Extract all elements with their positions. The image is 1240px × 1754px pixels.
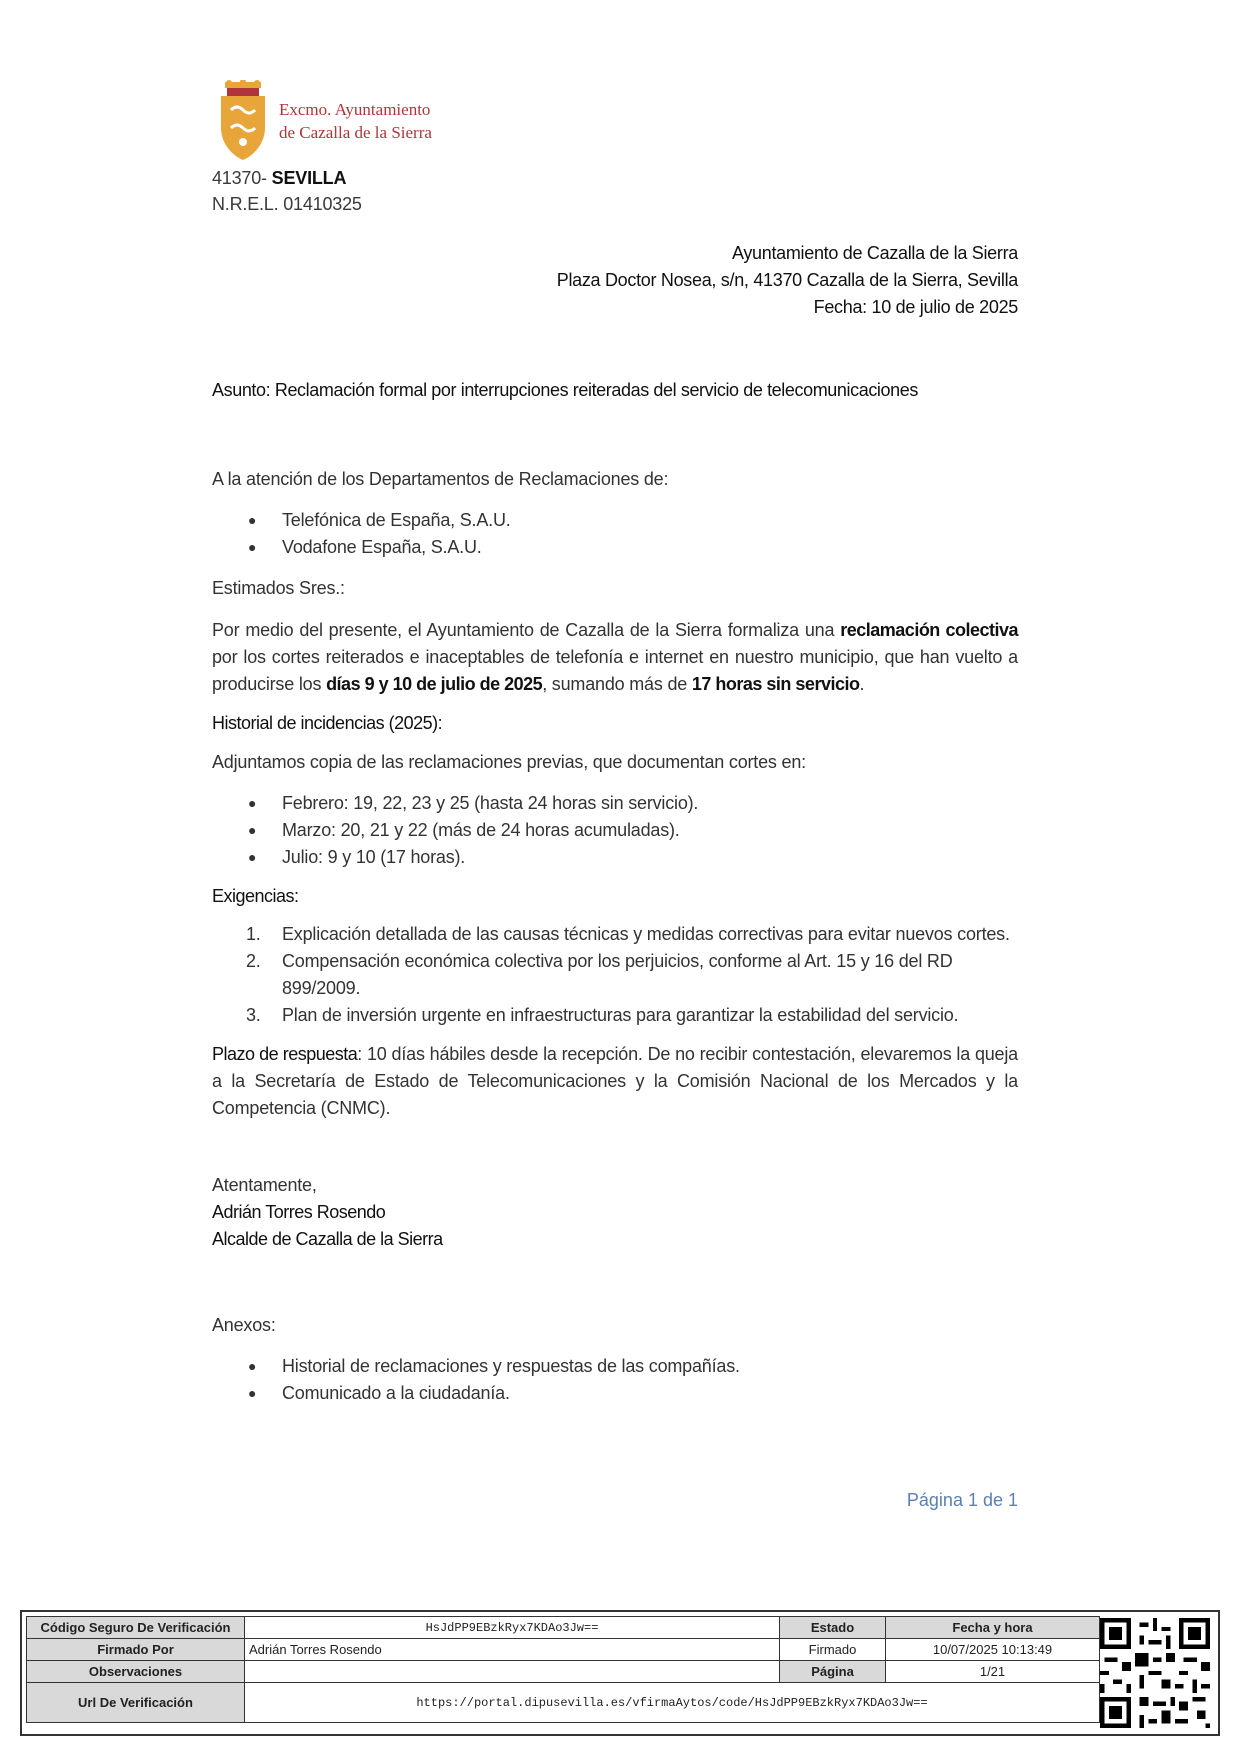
logo-line-2: de Cazalla de la Sierra (279, 123, 432, 142)
deadline-paragraph (212, 1041, 1018, 1122)
list-item (212, 844, 1018, 871)
company-name: Telefónica de España, S.A.U. (282, 510, 511, 530)
observations-value (245, 1661, 780, 1683)
recipient-line-2: Plaza Doctor Nosea, s/n, 41370 Cazalla de la Sierra, Sevilla (556, 270, 1018, 290)
bullet-icon: ● (248, 512, 257, 528)
recipient-block (557, 240, 1018, 321)
history-heading: Historial de incidencias (2025): (212, 713, 443, 733)
signatory-role: Alcalde de Cazalla de la Sierra (212, 1229, 443, 1249)
table-row (27, 1617, 1100, 1639)
annex-item: Historial de reclamaciones y respuestas de las compañías. (282, 1356, 740, 1376)
signed-label: Firmado Por (27, 1639, 245, 1661)
annexes-heading: Anexos: (212, 1315, 276, 1335)
bullet-icon: ● (248, 1385, 257, 1401)
page-number: Página 1 de 1 (906, 1490, 1018, 1510)
bullet-icon: ● (248, 795, 257, 811)
list-item (212, 817, 1018, 844)
history-text: Adjuntamos copia de las reclamaciones previas, que documentan cortes en: (212, 752, 806, 772)
bullet-icon: ● (248, 849, 257, 865)
intro-text: , sumando más de (542, 674, 692, 694)
intro-emphasis: 17 horas sin servicio (691, 674, 860, 694)
state-label: Estado (780, 1617, 886, 1639)
postal-code: 41370- (212, 168, 272, 188)
code-label: Código Seguro De Verificación (27, 1617, 245, 1639)
municipal-logo (215, 80, 455, 162)
annexes-block (212, 1312, 1018, 1407)
url-value[interactable]: https://portal.dipusevilla.es/vfirmaAytos/code/HsJdPP9EBzkRyx7KDAo3Jw== (245, 1683, 1100, 1723)
sender-block (212, 165, 362, 217)
datetime-value: 10/07/2025 10:13:49 (886, 1639, 1100, 1661)
companies-list (212, 507, 1018, 561)
company-name: Vodafone España, S.A.U. (282, 537, 482, 557)
demand-item: Compensación económica colectiva por los perjuicios, conforme al Art. 15 y 16 del RD 899/2009. (282, 951, 953, 998)
salutation: Atentamente, (212, 1175, 317, 1195)
table-row (27, 1639, 1100, 1661)
qr-code-icon (1100, 1618, 1210, 1728)
code-value: HsJdPP9EBzkRyx7KDAo3Jw== (245, 1617, 780, 1639)
history-list (212, 790, 1018, 871)
list-item (212, 948, 1018, 1002)
verification-table (26, 1616, 1100, 1723)
letter-body (212, 466, 1018, 1122)
intro-emphasis: días 9 y 10 de julio de 2025 (326, 674, 543, 694)
history-item: Julio: 9 y 10 (17 horas). (282, 847, 466, 867)
demand-item: Plan de inversión urgente en infraestructuras para garantizar la estabilidad del servicio. (282, 1005, 959, 1025)
sender-line-2: N.R.E.L. 01410325 (212, 194, 362, 214)
annex-item: Comunicado a la ciudadanía. (282, 1383, 510, 1403)
list-item (212, 1380, 1018, 1407)
list-item (212, 1353, 1018, 1380)
table-row (27, 1661, 1100, 1683)
intro-text: . (859, 674, 865, 694)
subject-line: Asunto: Reclamación formal por interrupciones reiteradas del servicio de telecomunicaciones (212, 380, 918, 400)
page-label: Página (780, 1661, 886, 1683)
intro-text: por los cortes reiterados e inaceptables de telefonía e internet en nuestro municipio, que han vuelto a producirse los (212, 647, 1018, 694)
list-item (212, 534, 1018, 561)
province: SEVILLA (271, 168, 347, 188)
list-item (212, 790, 1018, 817)
bullet-icon: ● (248, 539, 257, 555)
history-item: Marzo: 20, 21 y 22 (más de 24 horas acumuladas). (282, 820, 680, 840)
signed-value: Adrián Torres Rosendo (245, 1639, 780, 1661)
logo-line-1: Excmo. Ayuntamiento (279, 100, 431, 119)
recipient-date: Fecha: 10 de julio de 2025 (813, 297, 1018, 317)
history-item: Febrero: 19, 22, 23 y 25 (hasta 24 horas sin servicio). (282, 793, 699, 813)
deadline-text: : 10 días hábiles desde la recepción. De no recibir contestación, elevaremos la queja a la Secretaría de Estado de Telecomunicaciones y la Comisión Nacional de los Mercados y la Competencia (CNMC). (212, 1044, 1018, 1118)
deadline-label: Plazo de respuesta (212, 1044, 358, 1064)
intro-paragraph (212, 617, 1018, 698)
annexes-list (212, 1353, 1018, 1407)
intro-emphasis: reclamación colectiva (840, 620, 1018, 640)
bullet-icon: ● (248, 1358, 257, 1374)
demand-item: Explicación detallada de las causas técnicas y medidas correctivas para evitar nuevos cortes. (282, 924, 1010, 944)
demands-list (212, 921, 1018, 1029)
bullet-icon: ● (248, 822, 257, 838)
list-number: 2. (246, 951, 261, 971)
list-item (212, 1002, 1018, 1029)
greeting: Estimados Sres.: (212, 578, 345, 598)
intro-text: Por medio del presente, el Ayuntamiento de Cazalla de la Sierra formaliza una (212, 620, 841, 640)
logo-text (279, 98, 432, 144)
sender-line-1 (212, 165, 362, 191)
state-value: Firmado (780, 1639, 886, 1661)
signatory-name: Adrián Torres Rosendo (212, 1202, 386, 1222)
observations-label: Observaciones (27, 1661, 245, 1683)
verification-box (20, 1610, 1220, 1736)
attention-line: A la atención de los Departamentos de Reclamaciones de: (212, 469, 669, 489)
closing-block (212, 1172, 1018, 1253)
demands-heading: Exigencias: (212, 886, 299, 906)
datetime-label: Fecha y hora (886, 1617, 1100, 1639)
table-row (27, 1683, 1100, 1723)
page-value: 1/21 (886, 1661, 1100, 1683)
list-number: 1. (246, 924, 261, 944)
list-number: 3. (246, 1005, 261, 1025)
list-item (212, 507, 1018, 534)
list-item (212, 921, 1018, 948)
url-label: Url De Verificación (27, 1683, 245, 1723)
recipient-line-1: Ayuntamiento de Cazalla de la Sierra (731, 243, 1018, 263)
coat-of-arms-icon (215, 80, 271, 162)
